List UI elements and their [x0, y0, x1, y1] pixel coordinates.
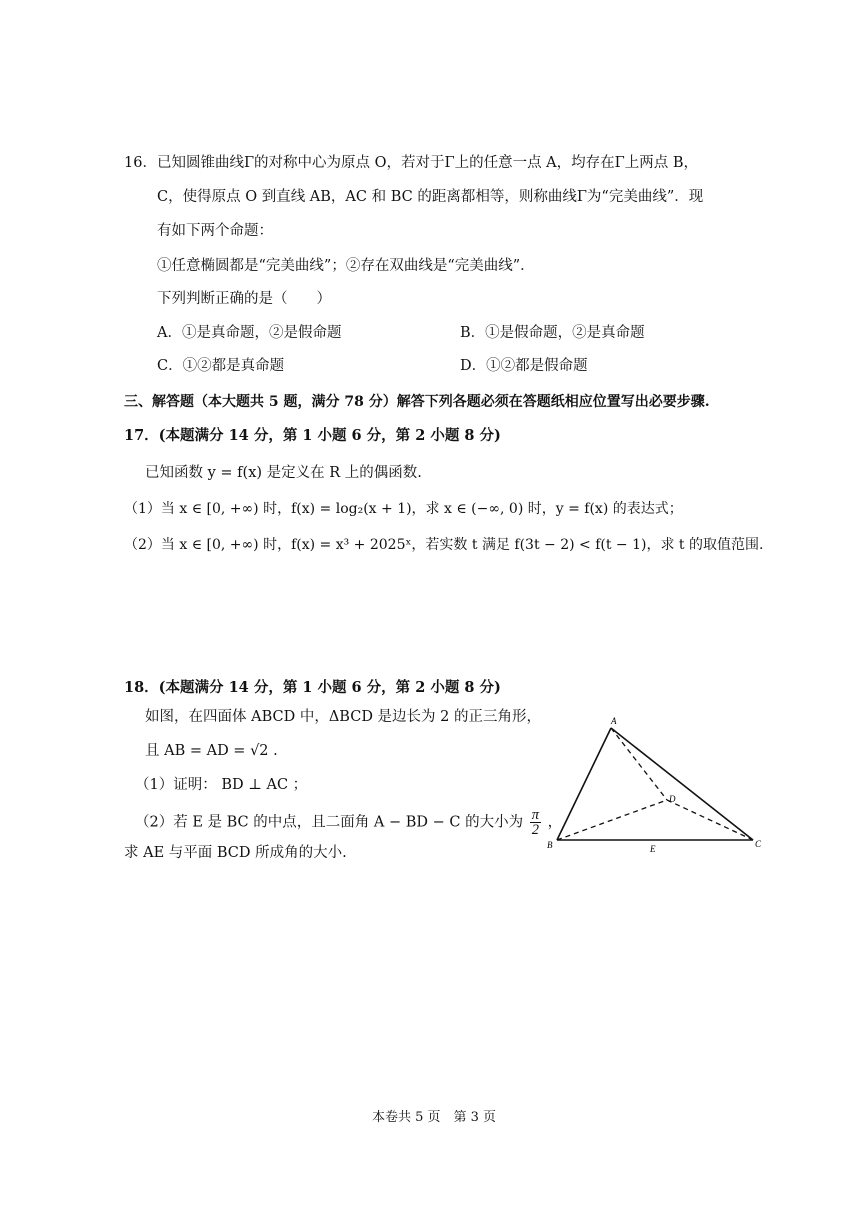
q17-part1: （1）当 x ∈ [0, +∞) 时，f(x) = log₂(x + 1)，求 x ∈ (−∞, 0) 时，y = f(x) 的表达式；	[124, 501, 683, 517]
q16-option-b: B．①是假命题，②是真命题	[460, 325, 645, 341]
vertex-label-D: D	[669, 794, 676, 804]
tetrahedron-figure	[545, 712, 770, 857]
vertex-label-A: A	[611, 716, 617, 726]
q16-option-a: A．①是真命题，②是假命题	[157, 325, 342, 341]
q18-part1: （1）证明： BD ⊥ AC ；	[135, 777, 308, 793]
q16-line2: C，使得原点 O 到直线 AB，AC 和 BC 的距离都相等，则称曲线Γ为“完美曲线”．现	[157, 189, 704, 205]
q17-part2: （2）当 x ∈ [0, +∞) 时，f(x) = x³ + 2025ˣ，若实数 t 满足 f(3t − 2) < f(t − 1)，求 t 的取值范围.	[124, 537, 764, 553]
q17-intro: 已知函数 y = f(x) 是定义在 R 上的偶函数.	[145, 465, 422, 481]
q16-option-c: C．①②都是真命题	[157, 358, 285, 374]
vertex-label-C: C	[755, 839, 762, 849]
q18-line2: 且 AB = AD = √2 .	[145, 743, 278, 759]
point-label-E: E	[650, 844, 656, 854]
q18-part2-comma: ，	[547, 814, 563, 831]
page-footer: 本卷共 5 页 第 3 页	[371, 1110, 497, 1125]
pi-over-2-fraction	[530, 808, 541, 837]
section3-title: 三、解答题（本大题共 5 题，满分 78 分）解答下列各题必须在答题纸相应位置写出必要步骤.	[124, 394, 710, 410]
q16-line1: 16．已知圆锥曲线Γ的对称中心为原点 O，若对于Γ上的任意一点 A，均存在Γ上两点 B，	[124, 155, 698, 171]
vertex-label-B: B	[547, 840, 553, 850]
q16-line4: ①任意椭圆都是“完美曲线”；②存在双曲线是“完美曲线”．	[157, 258, 535, 274]
q16-line3: 有如下两个命题：	[157, 223, 273, 239]
q18-part2	[135, 808, 562, 837]
q18-last-line: 求 AE 与平面 BCD 所成角的大小.	[124, 845, 347, 861]
edge-AD-hidden	[611, 728, 667, 800]
fraction-numerator: π	[531, 807, 539, 823]
q18-line1: 如图，在四面体 ABCD 中，ΔBCD 是边长为 2 的正三角形，	[145, 709, 542, 725]
q17-header: 17．(本题满分 14 分，第 1 小题 6 分，第 2 小题 8 分)	[124, 427, 501, 444]
q18-header: 18．(本题满分 14 分，第 1 小题 6 分，第 2 小题 8 分)	[124, 679, 501, 696]
edge-AC	[611, 728, 753, 840]
q18-part2-text: （2）若 E 是 BC 的中点，且二面角 A − BD − C 的大小为	[135, 814, 524, 831]
q16-line5: 下列判断正确的是（ ）	[157, 291, 331, 307]
q16-option-d: D．①②都是假命题	[460, 358, 588, 374]
fraction-denominator: 2	[531, 822, 539, 838]
